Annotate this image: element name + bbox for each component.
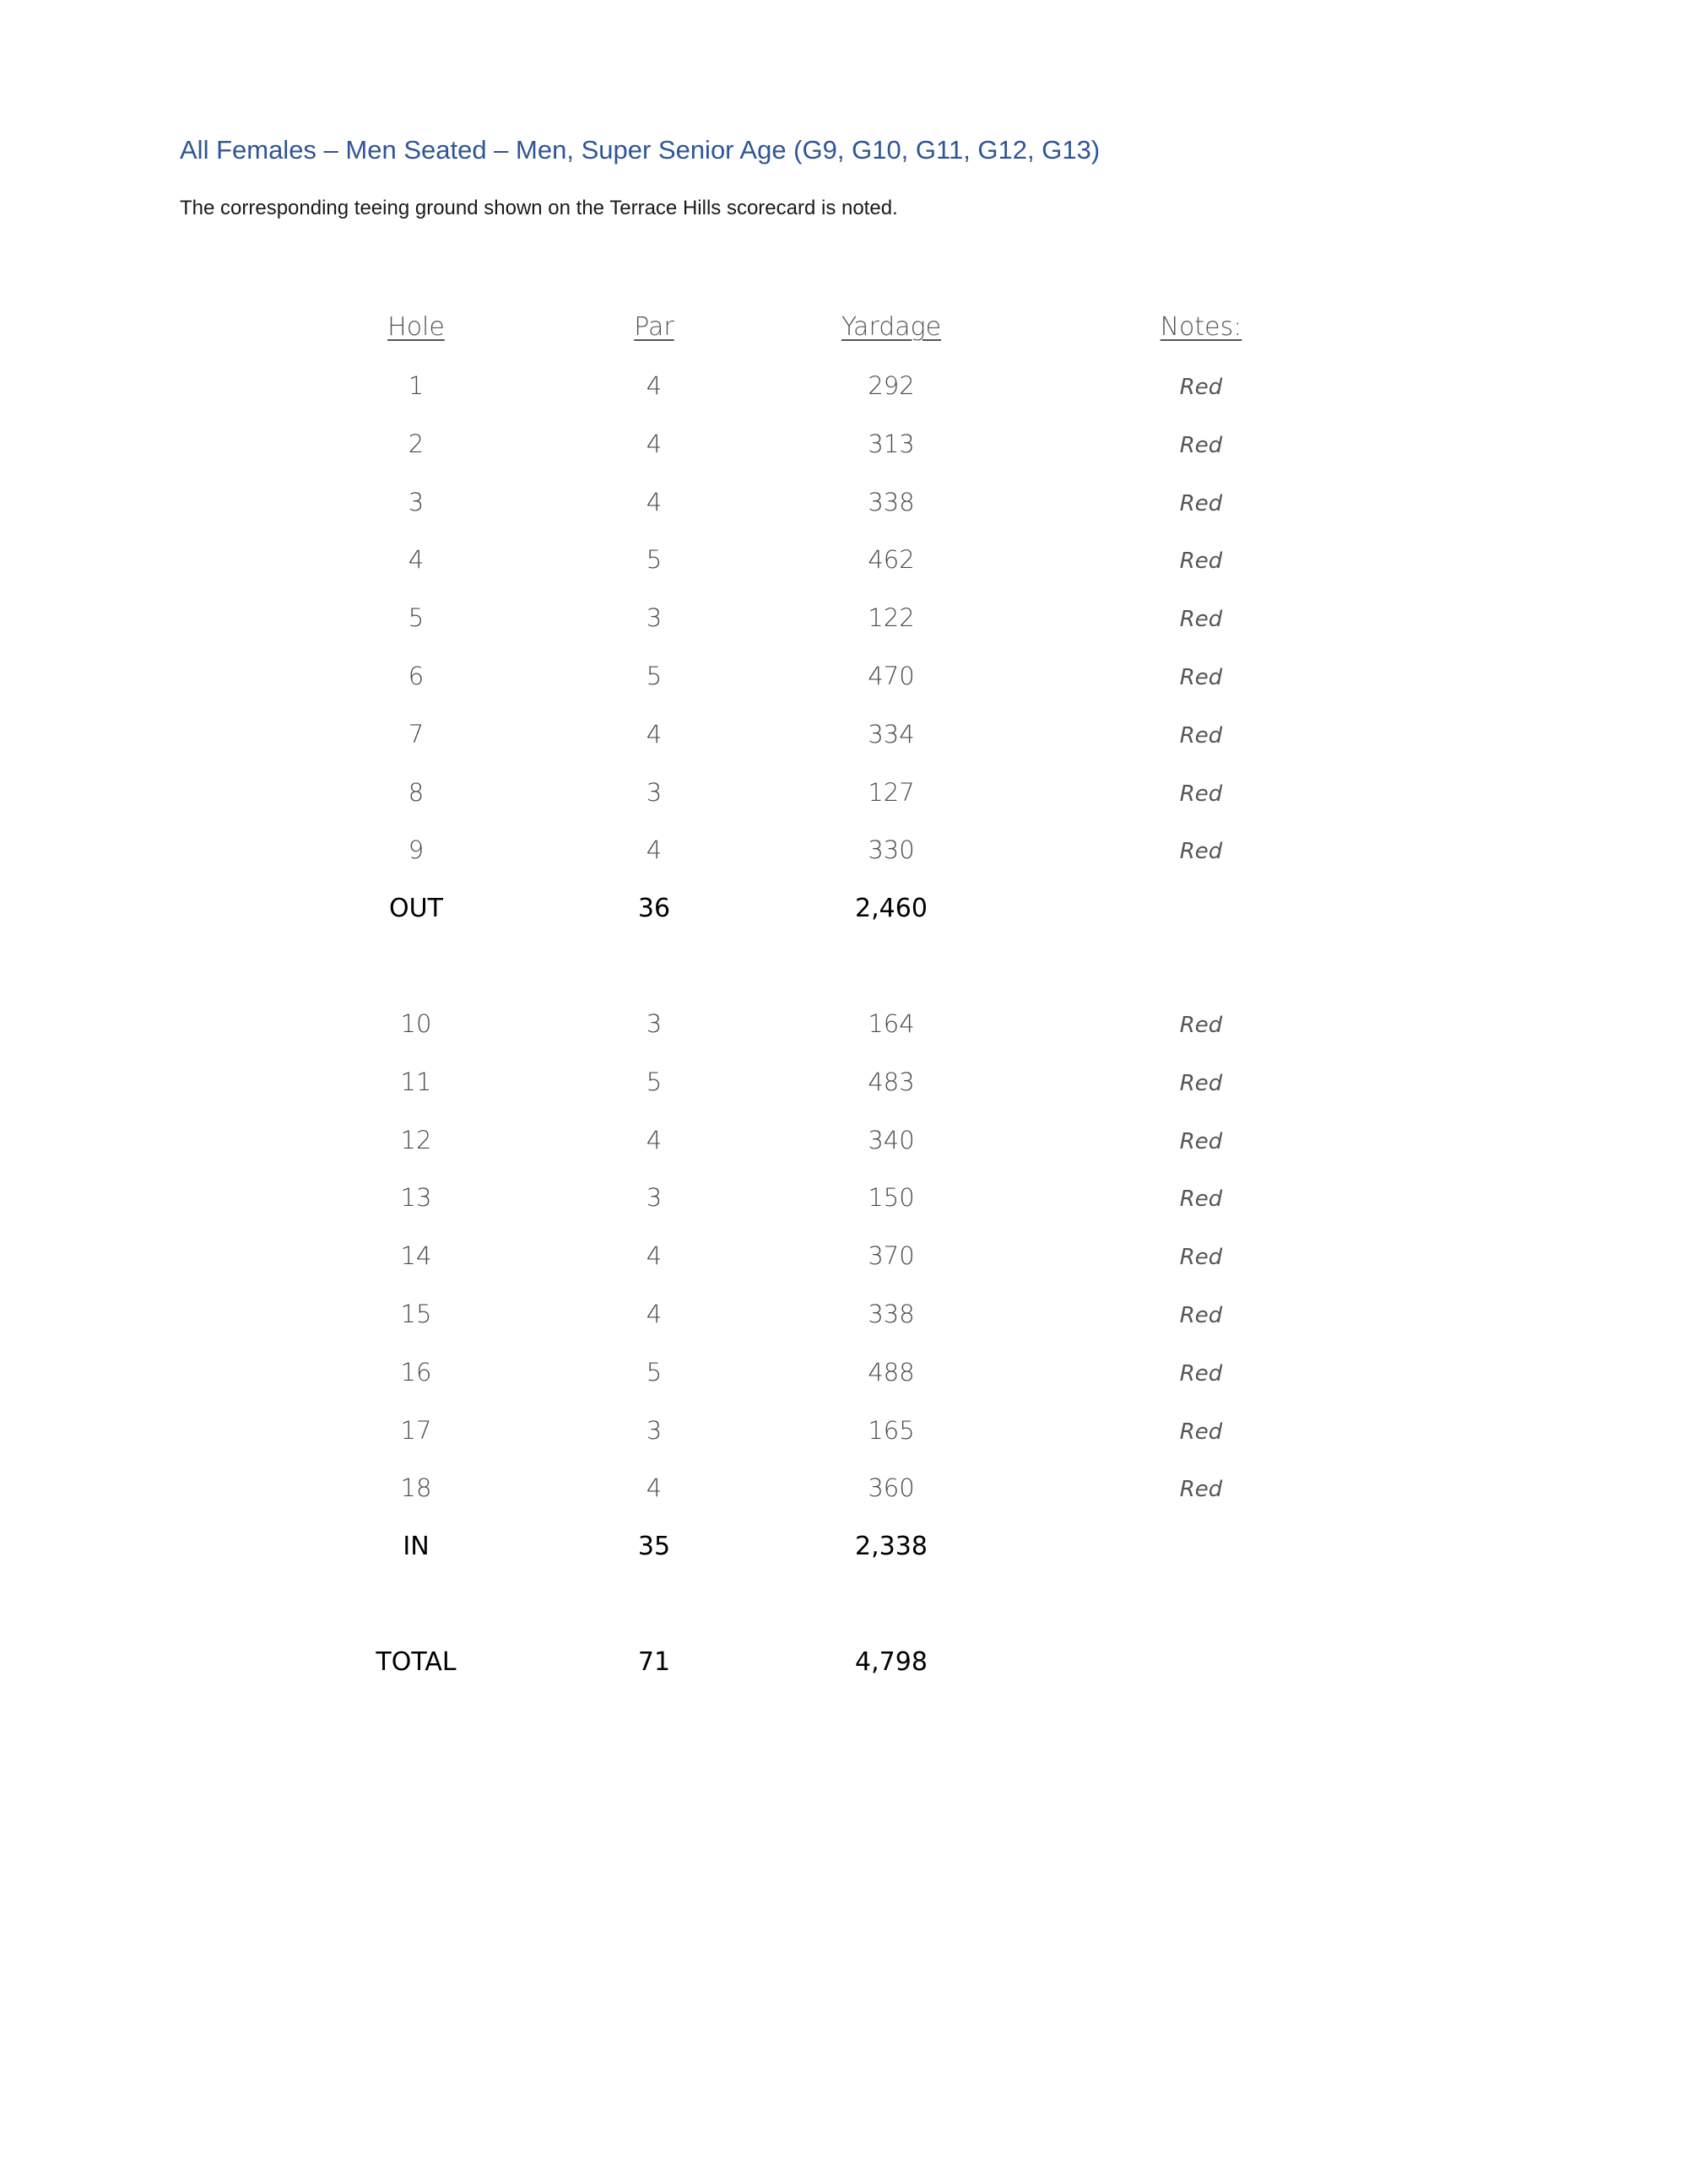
par-value: 5 bbox=[646, 1358, 663, 1387]
hole-number: 4 bbox=[408, 545, 425, 574]
par-value: 4 bbox=[646, 1126, 663, 1154]
tee-note: Red bbox=[1179, 1303, 1223, 1328]
out-total-par: 36 bbox=[637, 894, 671, 923]
tee-note: Red bbox=[1179, 1013, 1223, 1038]
page-subtitle: The corresponding teeing ground shown on the Terrace Hills scorecard is noted. bbox=[180, 197, 898, 219]
yardage-value: 165 bbox=[868, 1416, 915, 1445]
tee-note: Red bbox=[1179, 1477, 1223, 1502]
yardage-value: 462 bbox=[868, 545, 915, 574]
yardage-value: 150 bbox=[868, 1183, 915, 1212]
out-total-label: OUT bbox=[389, 894, 443, 923]
tee-note: Red bbox=[1179, 491, 1223, 516]
par-value: 4 bbox=[646, 720, 663, 749]
par-value: 5 bbox=[646, 545, 663, 574]
yardage-value: 338 bbox=[868, 488, 915, 516]
yardage-value: 122 bbox=[868, 603, 915, 632]
par-value: 4 bbox=[646, 1473, 663, 1502]
par-value: 5 bbox=[646, 662, 663, 690]
hole-number: 7 bbox=[408, 720, 425, 749]
hole-number: 15 bbox=[400, 1300, 432, 1328]
yardage-value: 164 bbox=[868, 1009, 915, 1038]
yardage-value: 292 bbox=[868, 371, 915, 400]
header-notes: Notes: bbox=[1160, 312, 1242, 342]
yardage-value: 330 bbox=[868, 835, 915, 864]
grand-total-par: 71 bbox=[637, 1647, 671, 1677]
yardage-value: 127 bbox=[868, 778, 915, 807]
hole-number: 1 bbox=[408, 371, 425, 400]
out-total-yardage: 2,460 bbox=[855, 894, 928, 923]
tee-note: Red bbox=[1179, 723, 1223, 749]
in-total-label: IN bbox=[403, 1532, 430, 1561]
yardage-value: 360 bbox=[868, 1473, 915, 1502]
hole-number: 2 bbox=[408, 430, 425, 458]
yardage-value: 340 bbox=[868, 1126, 915, 1154]
par-value: 3 bbox=[646, 1183, 663, 1212]
par-value: 3 bbox=[646, 1416, 663, 1445]
par-value: 4 bbox=[646, 1241, 663, 1270]
tee-note: Red bbox=[1179, 549, 1223, 574]
tee-note: Red bbox=[1179, 1071, 1223, 1096]
tee-note: Red bbox=[1179, 433, 1223, 458]
tee-note: Red bbox=[1179, 375, 1223, 400]
tee-note: Red bbox=[1179, 607, 1223, 632]
hole-number: 16 bbox=[400, 1358, 432, 1387]
header-par: Par bbox=[634, 312, 674, 342]
hole-number: 17 bbox=[400, 1416, 432, 1445]
hole-number: 5 bbox=[408, 603, 425, 632]
par-value: 4 bbox=[646, 1300, 663, 1328]
hole-number: 13 bbox=[400, 1183, 432, 1212]
tee-note: Red bbox=[1179, 1129, 1223, 1154]
header-yardage: Yardage bbox=[841, 312, 942, 342]
in-total-par: 35 bbox=[637, 1532, 671, 1561]
hole-number: 14 bbox=[400, 1241, 432, 1270]
par-value: 5 bbox=[646, 1068, 663, 1096]
hole-number: 18 bbox=[400, 1473, 432, 1502]
header-hole: Hole bbox=[387, 312, 445, 342]
yardage-value: 470 bbox=[868, 662, 915, 690]
page-title: All Females – Men Seated – Men, Super Senior Age (G9, G10, G11, G12, G13) bbox=[180, 135, 1101, 165]
yardage-value: 338 bbox=[868, 1300, 915, 1328]
hole-number: 9 bbox=[408, 835, 425, 864]
par-value: 3 bbox=[646, 1009, 663, 1038]
tee-note: Red bbox=[1179, 1187, 1223, 1212]
hole-number: 11 bbox=[400, 1068, 432, 1096]
tee-note: Red bbox=[1179, 1419, 1223, 1445]
hole-number: 6 bbox=[408, 662, 425, 690]
grand-total-yardage: 4,798 bbox=[855, 1647, 928, 1677]
par-value: 4 bbox=[646, 371, 663, 400]
yardage-value: 370 bbox=[868, 1241, 915, 1270]
tee-note: Red bbox=[1179, 1361, 1223, 1387]
tee-note: Red bbox=[1179, 781, 1223, 807]
par-value: 3 bbox=[646, 603, 663, 632]
hole-number: 10 bbox=[400, 1009, 432, 1038]
yardage-value: 313 bbox=[868, 430, 915, 458]
hole-number: 12 bbox=[400, 1126, 432, 1154]
tee-note: Red bbox=[1179, 839, 1223, 864]
yardage-value: 488 bbox=[868, 1358, 915, 1387]
hole-number: 3 bbox=[408, 488, 425, 516]
par-value: 4 bbox=[646, 430, 663, 458]
tee-note: Red bbox=[1179, 1245, 1223, 1270]
par-value: 4 bbox=[646, 488, 663, 516]
grand-total-label: TOTAL bbox=[376, 1647, 457, 1677]
yardage-value: 334 bbox=[868, 720, 915, 749]
par-value: 3 bbox=[646, 778, 663, 807]
in-total-yardage: 2,338 bbox=[855, 1532, 928, 1561]
tee-note: Red bbox=[1179, 665, 1223, 690]
yardage-value: 483 bbox=[868, 1068, 915, 1096]
par-value: 4 bbox=[646, 835, 663, 864]
hole-number: 8 bbox=[408, 778, 425, 807]
